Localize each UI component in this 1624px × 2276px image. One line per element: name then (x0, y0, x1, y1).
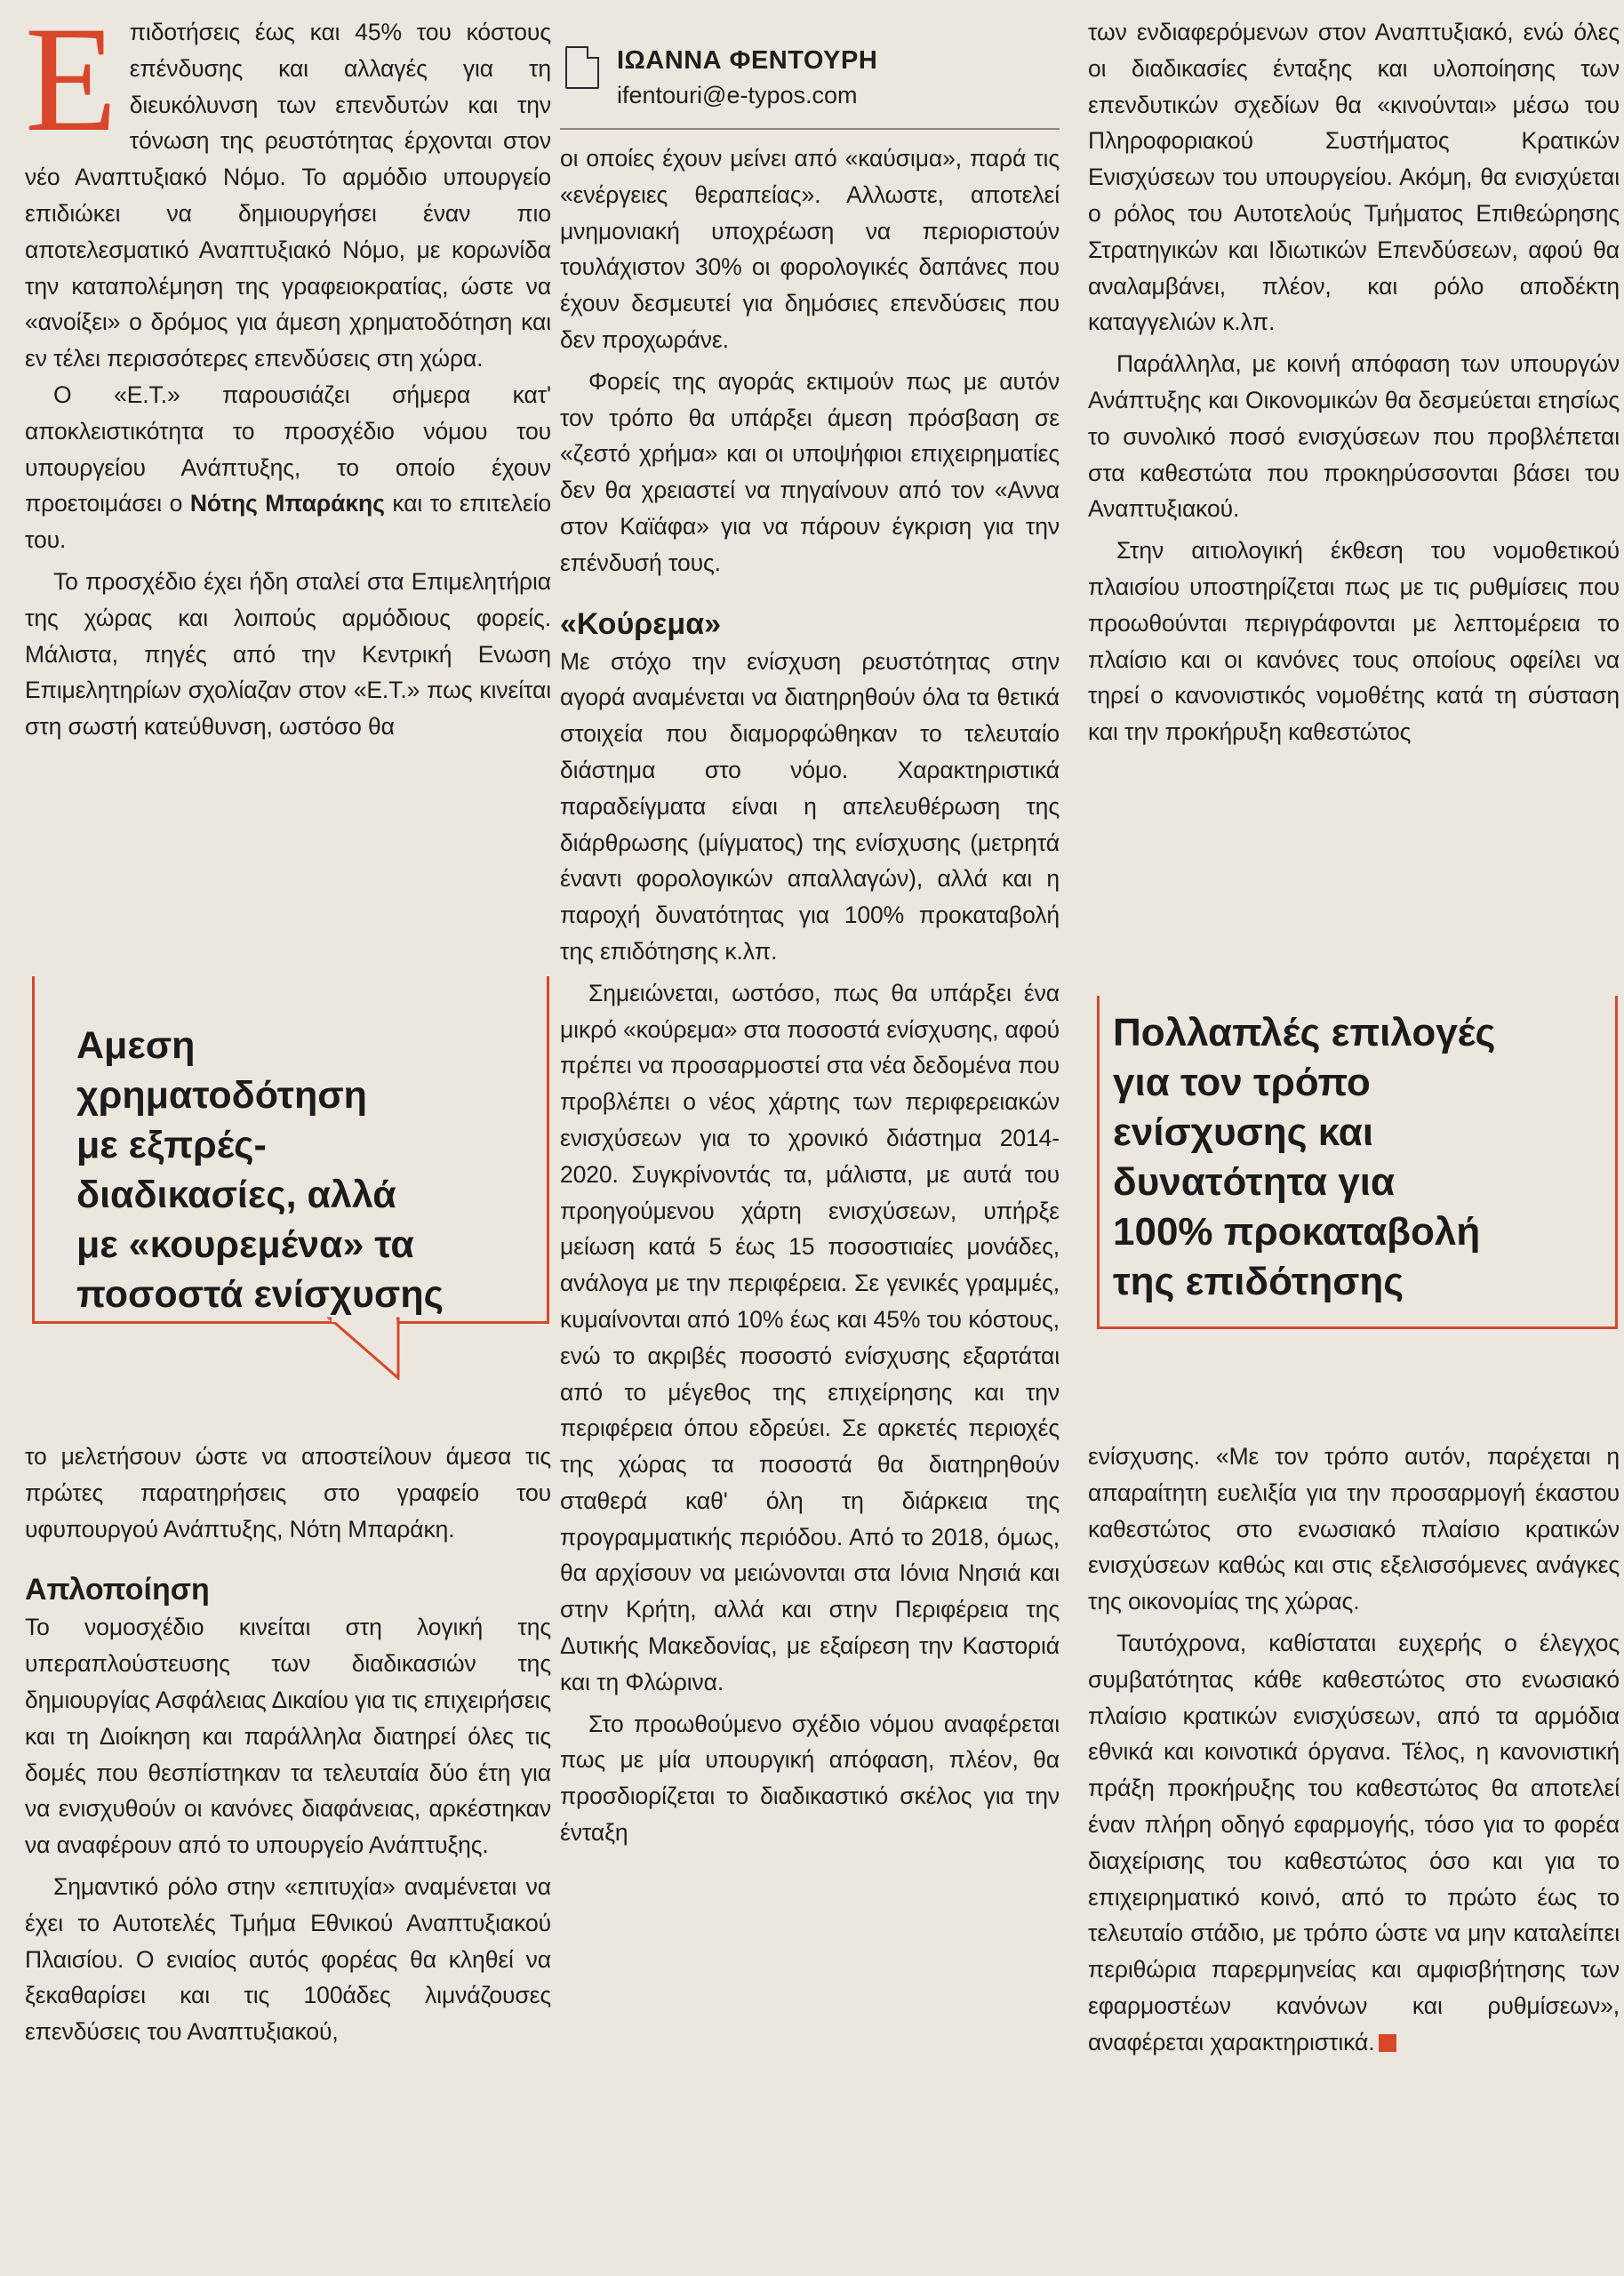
pullquote-line: ποσοστά ενίσχυσης (76, 1273, 444, 1316)
subhead-haircut: «Κούρεμα» (560, 606, 722, 641)
paragraph: Με στόχο την ενίσχυση ρευστότητας στην αγορά αναμένεται να διατηρηθούν όλα τα θετικά στοιχεία που διαμορφώθηκαν το τελευταίο διάστημα στο νόμο. Χαρακτηριστικά παραδείγματα είναι η απελευθέρωση της διάρθρωσης (μίγματος) της ενίσχυσης (μετρητά έναντι φορολογικών απαλλαγών), αλλά και η παροχή δυνατότητας για 100% προκαταβολή της επιδότησης κ.λπ. (560, 647, 1060, 965)
pullquote-line: χρηματοδότηση (76, 1074, 367, 1117)
column-2 (560, 0, 1060, 2276)
lead-block (25, 0, 551, 745)
pullquote-line: δυνατότητα για (1113, 1160, 1396, 1204)
column-3-text (1088, 14, 1620, 750)
column-1 (25, 0, 551, 2276)
paragraph: οι οποίες έχουν μείνει από «καύσιμα», παρά τις «ενέργειες θεραπείας». Αλλωστε, αποτελεί μνημονιακή υποχρέωση να περιοριστούν τουλάχιστον 30% οι φορολογικές δαπάνες που έχουν δεσμευτεί για δημόσιες επενδύσεις που δεν προχωράνε. (560, 145, 1060, 353)
pullquote-line: ενίσχυσης και (1113, 1110, 1374, 1154)
author-name: ΙΩΑΝΝΑ ΦΕΝΤΟΥΡΗ (617, 46, 878, 75)
paragraph (25, 377, 551, 558)
pullquote-line: για τον τρόπο (1113, 1061, 1371, 1104)
paragraph: Φορείς της αγοράς εκτιμούν πως με αυτόν τον τρόπο θα υπάρξει άμεση πρόσβαση σε «ζεστό χρήμα» και οι υποψήφιοι επιχειρηματίες δεν θα χρειαστεί να πηγαίνουν από τον «Αννα στον Καϊάφα» για να πάρουν έγκριση για την επένδυσή τους. (560, 367, 1060, 576)
column-3 (1088, 0, 1620, 2276)
pullquote-line: με εξπρές- (76, 1124, 267, 1166)
paragraph: ενίσχυσης. «Με τον τρόπο αυτόν, παρέχεται η απαραίτητη ευελιξία για την προσαρμογή έκαστου καθεστώτος στο ενωσιακό πλαίσιο κρατικών ενισχύσεων καθώς και στις εξελισσόμενες ανάγκες της οικονομίας της χώρας. (1088, 1443, 1620, 1615)
paragraph: το μελετήσουν ώστε να αποστείλουν άμεσα τις πρώτες παρατηρήσεις στο γραφείο του υφυπουργού Ανάπτυξης, Νότη Μπαράκη. (25, 1443, 551, 1543)
pullquote-right (1113, 1008, 1620, 1307)
pullquote-left (76, 1021, 548, 1319)
paragraph: Στην αιτιολογική έκθεση του νομοθετικού πλαισίου υποστηρίζεται πως με τις ρυθμίσεις που προωθούνται περιγράφονται με λεπτομέρεια το πλαίσιο και οι κανόνες τους οποίους οφείλει να τηρεί ο κανονιστικός νομοθέτης κατά τη σύσταση και την προκήρυξη καθεστώτος (1088, 537, 1620, 746)
paragraph: Σημαντικό ρόλο στην «επιτυχία» αναμένεται να έχει το Αυτοτελές Τμήμα Εθνικού Αναπτυξιακού Πλαισίου. Ο ενιαίος αυτός φορέας θα κληθεί να ξεκαθαρίσει και τις 100άδες λιμνάζουσες επενδύσεις του Αναπτυξιακού, (25, 1872, 551, 2046)
author-email[interactable]: ifentouri@e-typos.com (617, 82, 858, 108)
paragraph-text: και το επιτελείο του. (25, 490, 551, 554)
lead-paragraph (25, 0, 551, 377)
lower-block (25, 1439, 551, 2050)
pullquote-line: με «κουρεμένα» τα (76, 1223, 414, 1266)
end-mark-icon (1379, 2034, 1396, 2052)
paragraph: των ενδιαφερόμενων στον Αναπτυξιακό, ενώ όλες οι διαδικασίες ένταξης και υλοποίησης των επενδυτικών σχεδίων θα «κινούνται» μέσω του Πληροφοριακού Συστήματος Κρατικών Ενισχύσεων του υπουργείου. Ακόμη, θα ενισχύεται ο ρόλος του Αυτοτελούς Τμήματος Επιθεώρησης Στρατηγικών και Ιδιωτικών Επενδύσεων, αφού θα αναλαμβάνει, πλέον, και ρόλο αποδέκτη καταγγελιών κ.λπ. (1088, 19, 1620, 336)
drop-cap: Ε (25, 0, 117, 163)
paragraph: Σημειώνεται, ωστόσο, πως θα υπάρξει ένα μικρό «κούρεμα» στα ποσοστά ενίσχυσης, αφού πρέπει να προσαρμοστεί στα νέα δεδομένα που προβλέπει ο νέος χάρτης των περιφερειακών ενισχύσεων για το χρονικό διάστημα 2014-2020. Συγκρίνοντάς τα, μάλιστα, με αυτά του προηγούμενου χάρτη ενισχύσεων, υπήρξε μείωση κατά 5 έως 15 ποσοστιαίες μονάδες, ανάλογα με την περιφέρεια. Σε γενικές γραμμές, κυμαίνονται από 10% έως και 45% του κόστους, ενώ το ακριβές ποσοστό ενίσχυσης εξαρτάται από το μέγεθος της επιχείρησης και την περιφέρεια όπου εδρεύει. Σε αρκετές περιοχές της χώρας τα ποσοστά θα διατηρηθούν σταθερά καθ' όλη τη διάρκεια της προγραμματικής περιόδου. Από το 2018, όμως, θα αρχίσουν να μειώνονται στα Ιόνια Νησιά και στην Κρήτη, αλλά και στην Περιφέρεια της Δυτικής Μακεδονίας, με εξαίρεση την Καστοριά και τη Φλώρινα. (560, 979, 1060, 1695)
paragraph-text: Ο «Ε.Τ.» παρουσιάζει σήμερα κατ' αποκλειστικότητα το προσχέδιο νόμου του υπουργείου Ανάπτυξης, το οποίο έχουν προετοιμάσει ο (25, 381, 551, 517)
paragraph: Παράλληλα, με κοινή απόφαση των υπουργών Ανάπτυξης και Οικονομικών θα δεσμεύεται ετησίως το συνολικό ποσό ενισχύσεων που προβλέπεται στα καθεστώτα που προκηρύσσονται βάσει του Αναπτυξιακού. (1088, 350, 1620, 523)
column-3-lower (1088, 1439, 1620, 2061)
pullquote-line: της επιδότησης (1113, 1260, 1404, 1303)
byline-divider (560, 128, 1060, 130)
column-2-text (560, 140, 1060, 1851)
document-icon (565, 46, 599, 89)
person-name: Νότης Μπαράκης (189, 490, 385, 517)
lead-text: πιδοτήσεις έως και 45% του κόστους επένδυσης και αλλαγές για τη διευκόλυνση των επενδυτών και την τόνωση της ρευστότητας έρχονται στον νέο Αναπτυξιακό Νόμο. Το αρμόδιο υπουργείο επιδιώκει να δημιουργήσει έναν πιο αποτελεσματικό Αναπτυξιακό Νόμο, με κορωνίδα την καταπολέμηση της γραφειοκρατίας, ώστε να «ανοίξει» ο δρόμος για άμεση χρηματοδότηση και εν τέλει περισσότερες επενδύσεις στη χώρα. (25, 19, 551, 373)
paragraph: Στο προωθούμενο σχέδιο νόμου αναφέρεται πως με μία υπουργική απόφαση, πλέον, θα προσδιορίζεται το διαδικαστικό σκέλος για την ένταξη (560, 1710, 1060, 1847)
paragraph: Το προσχέδιο έχει ήδη σταλεί στα Επιμελητήρια της χώρας και λοιπούς αρμόδιους φορείς. Μάλιστα, πηγές από την Κεντρική Ενωση Επιμελητηρίων σχολίαζαν στον «Ε.Τ.» πως κινείται στη σωστή κατεύθυνση, ωστόσο θα (25, 567, 551, 741)
pullquote-line: 100% προκαταβολή (1113, 1210, 1481, 1254)
pullquote-line: διαδικασίες, αλλά (76, 1174, 396, 1216)
paragraph-text: Ταυτόχρονα, καθίσταται ευχερής ο έλεγχος συμβατότητας κάθε καθεστώτος στο ενωσιακό πλαίσιο κρατικών ενισχύσεων, από τα αρμόδια εθνικά και κοινοτικά όργανα. Τέλος, η κανονιστική πράξη προκήρυξης του καθεστώτος θα αποτελεί έναν πλήρη οδηγό εφαρμογής, τόσο για το φορέα διαχείρισης του καθεστώτος όσο και για το επιχειρηματικό κοινό, από το πρώτο έως το τελευταίο στάδιο, με τρόπο ώστε να μην καταλείπει περιθώρια παρερμηνείας και αμφισβήτησης των εφαρμοστέων κανόνων και ρυθμίσεων», αναφέρεται χαρακτηριστικά. (1088, 1629, 1620, 2056)
pullquote-line: Πολλαπλές επιλογές (1113, 1011, 1496, 1054)
subhead-simplification: Απλοποίηση (25, 1573, 210, 1607)
pullquote-tail (327, 1316, 425, 1380)
byline (560, 37, 1060, 133)
paragraph (1088, 1625, 1620, 2061)
paragraph: Το νομοσχέδιο κινείται στη λογική της υπεραπλούστευσης των διαδικασιών της δημιουργίας Ασφάλειας Δικαίου για τις επιχειρήσεις και τη Διοίκηση και παράλληλα διατηρεί όλες τις δομές που θεσπίστηκαν τα τελευταία δύο έτη για να ενισχυθούν οι κανόνες διαφάνειας, αρκέστηκαν να αναφέρουν από το υπουργείο Ανάπτυξης. (25, 1614, 551, 1859)
pullquote-line: Αμεση (76, 1024, 196, 1067)
